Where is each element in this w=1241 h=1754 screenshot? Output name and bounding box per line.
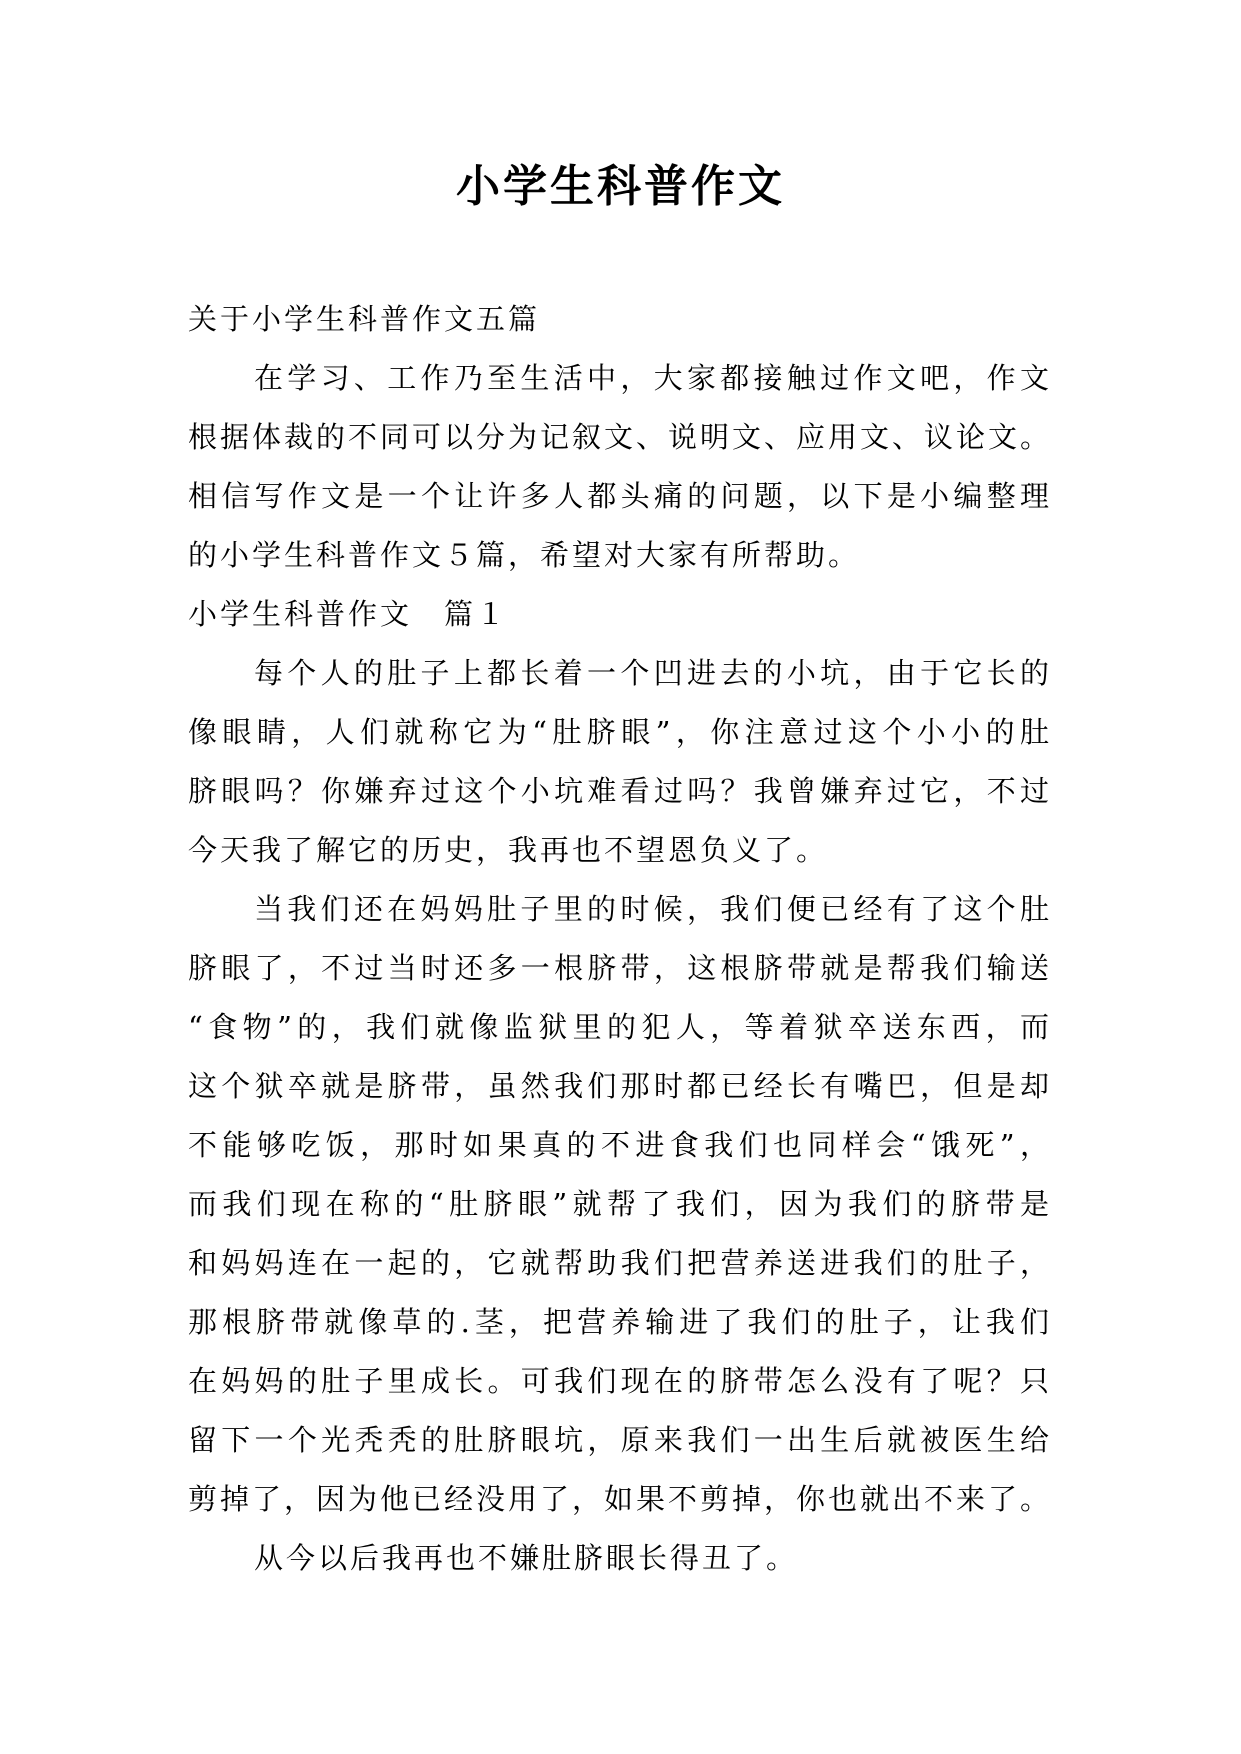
- section-heading: 小学生科普作文 篇１: [188, 597, 509, 631]
- paragraph-line: 脐眼吗？你嫌弃过这个小坑难看过吗？我曾嫌弃过它，不过: [188, 774, 1052, 808]
- paragraph-line: “食物”的，我们就像监狱里的犯人，等着狱卒送东西，而: [188, 1010, 1052, 1044]
- paragraph-line: 相信写作文是一个让许多人都头痛的问题，以下是小编整理: [188, 479, 1052, 513]
- paragraph-line: 像眼睛，人们就称它为“肚脐眼”，你注意过这个小小的肚: [188, 715, 1052, 749]
- paragraph-line: 当我们还在妈妈肚子里的时候，我们便已经有了这个肚: [254, 892, 1052, 926]
- paragraph-line: 和妈妈连在一起的，它就帮助我们把营养送进我们的肚子，: [188, 1246, 1052, 1280]
- paragraph-line: 这个狱卒就是脐带，虽然我们那时都已经长有嘴巴，但是却: [188, 1069, 1052, 1103]
- document-title: 小学生科普作文: [456, 161, 785, 212]
- paragraph-line: 在妈妈的肚子里成长。可我们现在的脐带怎么没有了呢？只: [188, 1364, 1052, 1398]
- paragraph-line: 的小学生科普作文５篇，希望对大家有所帮助。: [188, 538, 861, 572]
- intro-heading: 关于小学生科普作文五篇: [188, 302, 541, 336]
- paragraph-line: 留下一个光秃秃的肚脐眼坑，原来我们一出生后就被医生给: [188, 1423, 1052, 1457]
- paragraph-2: [188, 880, 1052, 1529]
- paragraph-1: [188, 644, 1052, 880]
- paragraph-3: [188, 1529, 1052, 1588]
- paragraph-line: 那根脐带就像草的.茎，把营养输进了我们的肚子，让我们: [188, 1305, 1052, 1339]
- paragraph-line: 不能够吃饭，那时如果真的不进食我们也同样会“饿死”，: [188, 1128, 1052, 1162]
- intro-paragraph: [188, 349, 1052, 585]
- paragraph-line: 剪掉了，因为他已经没用了，如果不剪掉，你也就出不来了。: [188, 1482, 1053, 1516]
- paragraph-line: 每个人的肚子上都长着一个凹进去的小坑，由于它长的: [254, 656, 1052, 690]
- document-body: [188, 290, 1052, 1588]
- paragraph-line: 今天我了解它的历史，我再也不望恩负义了。: [188, 833, 829, 867]
- paragraph-line: 而我们现在称的“肚脐眼”就帮了我们，因为我们的脐带是: [188, 1187, 1052, 1221]
- paragraph-line: 从今以后我再也不嫌肚脐眼长得丑了。: [254, 1541, 799, 1575]
- paragraph-line: 根据体裁的不同可以分为记叙文、说明文、应用文、议论文。: [188, 420, 1053, 454]
- paragraph-line: 脐眼了，不过当时还多一根脐带，这根脐带就是帮我们输送: [188, 951, 1052, 985]
- paragraph-line: 在学习、工作乃至生活中，大家都接触过作文吧，作文: [254, 361, 1052, 395]
